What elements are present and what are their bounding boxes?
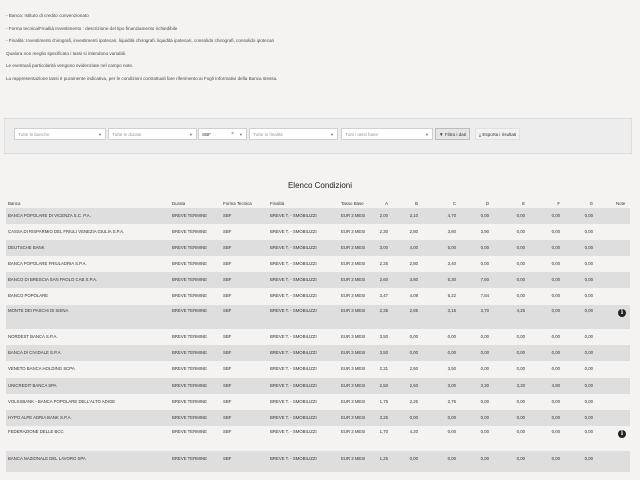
cell-d: 0,00 bbox=[480, 213, 489, 218]
cell-f: 0,00 bbox=[551, 366, 560, 372]
table-row bbox=[6, 410, 630, 426]
cell-f: 0,00 bbox=[551, 428, 560, 434]
cell-f: 0,00 bbox=[551, 350, 560, 356]
cell-d: 7,60 bbox=[480, 277, 489, 283]
cell-duration: BREVE TERMINE bbox=[172, 398, 208, 404]
technical-form-select[interactable] bbox=[198, 128, 247, 140]
cell-purpose: BREVE T. - SMOBILIZZI bbox=[270, 350, 317, 356]
table-row bbox=[6, 272, 630, 288]
technical-form-select-value: SBF bbox=[202, 132, 211, 137]
table-row bbox=[6, 208, 630, 224]
cell-bank: NORDEST BANCA S.P.A. bbox=[8, 334, 58, 340]
bank-select-value: Tutte le banche bbox=[18, 132, 50, 137]
chevron-down-icon: ▼ bbox=[330, 132, 334, 137]
cell-b: 2,80 bbox=[409, 261, 418, 267]
cell-b: 2,60 bbox=[409, 382, 418, 388]
note-line: La rappresentazione tassi è puramente indicativa, per le condizioni contrattuali fare riferimento ai Fogli Informativi della Banca stessa. bbox=[6, 75, 278, 81]
cell-technical-form: SBF bbox=[223, 213, 232, 218]
cell-purpose: BREVE T. - SMOBILIZZI bbox=[270, 334, 317, 340]
cell-a: 3,50 bbox=[379, 334, 388, 340]
cell-c: 5,30 bbox=[447, 277, 456, 283]
cell-base-rate: EUR 3 MESI bbox=[341, 293, 366, 299]
cell-a: 3,25 bbox=[379, 414, 388, 420]
duration-select[interactable] bbox=[108, 128, 197, 140]
table-row bbox=[6, 451, 630, 472]
duration-select-value: Tutte le durate bbox=[112, 132, 142, 137]
cell-g: 0,00 bbox=[584, 334, 593, 340]
cell-f: 0,00 bbox=[551, 307, 560, 313]
chevron-down-icon: ▼ bbox=[425, 132, 429, 137]
cell-a: 2,30 bbox=[379, 229, 388, 235]
info-icon[interactable]: i bbox=[618, 309, 626, 317]
cell-base-rate: EUR 3 MESI bbox=[341, 229, 366, 235]
cell-purpose: BREVE T. - SMOBILIZZI bbox=[270, 261, 317, 267]
cell-duration: BREVE TERMINE bbox=[172, 307, 208, 313]
cell-a: 2,25 bbox=[379, 261, 388, 267]
cell-duration: BREVE TERMINE bbox=[172, 366, 208, 372]
cell-duration: BREVE TERMINE bbox=[172, 382, 208, 388]
cell-a: 1,25 bbox=[379, 455, 388, 461]
cell-duration: BREVE TERMINE bbox=[172, 414, 208, 420]
table-header bbox=[6, 199, 630, 208]
cell-e: 3,30 bbox=[516, 382, 525, 388]
cell-duration: BREVE TERMINE bbox=[172, 229, 208, 235]
cell-f: 0,00 bbox=[551, 455, 560, 461]
cell-duration: BREVE TERMINE bbox=[172, 293, 208, 299]
cell-bank: FEDERAZIONE DELLE BCC bbox=[8, 428, 64, 434]
cell-bank: VENETO BANCA HOLDING SCPA bbox=[8, 366, 75, 372]
cell-c: 0,00 bbox=[447, 414, 456, 420]
header-duration[interactable]: Durata bbox=[172, 201, 186, 206]
cell-bank: HYPO ALPE ADRIA BANK S.P.A. bbox=[8, 414, 72, 420]
cell-base-rate: EUR 3 MESI bbox=[341, 245, 366, 251]
cell-c: 5,22 bbox=[447, 293, 456, 299]
cell-duration: BREVE TERMINE bbox=[172, 334, 208, 340]
cell-f: 0,00 bbox=[551, 414, 560, 420]
cell-bank: BANCA NAZIONALE DEL LAVORO SPA bbox=[8, 455, 86, 461]
info-icon[interactable]: i bbox=[618, 430, 626, 438]
export-button[interactable] bbox=[475, 128, 520, 140]
cell-a: 2,00 bbox=[379, 213, 388, 218]
header-e[interactable]: E bbox=[522, 201, 525, 206]
table-body bbox=[6, 208, 630, 472]
cell-f: 0,00 bbox=[551, 213, 560, 218]
header-bank[interactable]: Banca bbox=[8, 201, 21, 206]
cell-base-rate: EUR 3 MESI bbox=[341, 382, 366, 388]
cell-b: 2,80 bbox=[409, 229, 418, 235]
cell-d: 0,00 bbox=[480, 350, 489, 356]
cell-b: 2,50 bbox=[409, 366, 418, 372]
cell-a: 1,75 bbox=[379, 398, 388, 404]
cell-technical-form: SBF bbox=[223, 455, 232, 461]
header-base-rate[interactable]: Tasso Base bbox=[341, 201, 364, 206]
cell-base-rate: EUR 3 MESI bbox=[341, 428, 366, 434]
cell-technical-form: SBF bbox=[223, 334, 232, 340]
cell-b: 2,25 bbox=[409, 398, 418, 404]
cell-c: 3,80 bbox=[447, 229, 456, 235]
cell-duration: BREVE TERMINE bbox=[172, 428, 208, 434]
filter-button[interactable] bbox=[435, 128, 470, 140]
cell-b: 0,00 bbox=[409, 350, 418, 356]
cell-b: 2,85 bbox=[409, 307, 418, 313]
cell-a: 2,50 bbox=[379, 382, 388, 388]
cell-purpose: BREVE T. - SMOBILIZZI bbox=[270, 414, 317, 420]
cell-a: 2,60 bbox=[379, 277, 388, 283]
cell-e: 0,00 bbox=[516, 398, 525, 404]
cell-c: 0,00 bbox=[447, 428, 456, 434]
cell-f: 0,00 bbox=[551, 398, 560, 404]
cell-d: 7,84 bbox=[480, 293, 489, 299]
cell-e: 4,25 bbox=[516, 307, 525, 313]
cell-e: 0,00 bbox=[516, 277, 525, 283]
cell-g: 0,00 bbox=[584, 261, 593, 267]
cell-base-rate: EUR 3 MESI bbox=[341, 334, 366, 340]
cell-d: 0,00 bbox=[480, 455, 489, 461]
cell-purpose: BREVE T. - SMOBILIZZI bbox=[270, 293, 317, 299]
cell-duration: BREVE TERMINE bbox=[172, 261, 208, 267]
cell-f: 4,80 bbox=[551, 382, 560, 388]
cell-g: 0,00 bbox=[584, 455, 593, 461]
cell-g: 0,00 bbox=[584, 245, 593, 251]
cell-bank: UNICREDIT BANCA SPA bbox=[8, 382, 57, 388]
cell-d: 0,00 bbox=[480, 245, 489, 251]
cell-f: 0,00 bbox=[551, 334, 560, 340]
cell-e: 0,00 bbox=[516, 414, 525, 420]
cell-c: 4,70 bbox=[447, 213, 456, 218]
cell-c: 0,00 bbox=[447, 350, 456, 356]
cell-f: 0,00 bbox=[551, 261, 560, 267]
cell-base-rate: EUR 3 MESI bbox=[341, 277, 366, 283]
cell-bank: BANCO DI BRESCIA SAN PAOLO CAB S.P.A. bbox=[8, 277, 98, 283]
table-row bbox=[6, 426, 630, 451]
cell-g: 0,00 bbox=[584, 277, 593, 283]
cell-technical-form: SBF bbox=[223, 428, 232, 434]
chevron-down-icon: ▼ bbox=[239, 132, 243, 137]
cell-d: 0,00 bbox=[480, 261, 489, 267]
cell-purpose: BREVE T. - SMOBILIZZI bbox=[270, 382, 317, 388]
cell-duration: BREVE TERMINE bbox=[172, 277, 208, 283]
cell-e: 0,00 bbox=[516, 261, 525, 267]
clear-icon[interactable]: × bbox=[231, 131, 234, 137]
cell-purpose: BREVE T. - SMOBILIZZI bbox=[270, 307, 317, 313]
cell-technical-form: SBF bbox=[223, 350, 232, 356]
cell-e: 0,00 bbox=[516, 455, 525, 461]
cell-f: 0,00 bbox=[551, 229, 560, 235]
cell-b: 0,00 bbox=[409, 414, 418, 420]
cell-f: 0,00 bbox=[551, 277, 560, 283]
cell-e: 0,00 bbox=[516, 229, 525, 235]
table-row bbox=[6, 288, 630, 304]
cell-a: 1,70 bbox=[379, 428, 388, 434]
cell-d: 3,30 bbox=[480, 382, 489, 388]
cell-f: 0,00 bbox=[551, 245, 560, 251]
cell-technical-form: SBF bbox=[223, 293, 232, 299]
cell-e: 0,00 bbox=[516, 293, 525, 299]
cell-g: 0,00 bbox=[584, 398, 593, 404]
export-button-label: Esporta i risultati bbox=[482, 132, 517, 137]
cell-c: 5,00 bbox=[447, 245, 456, 251]
cell-e: 0,00 bbox=[516, 245, 525, 251]
header-f[interactable]: F bbox=[557, 201, 560, 206]
table-row bbox=[6, 394, 630, 410]
cell-d: 0,00 bbox=[480, 414, 489, 420]
purpose-select-value: Tutte le finalità bbox=[253, 132, 283, 137]
cell-base-rate: EUR 3 MESI bbox=[341, 350, 366, 356]
cell-base-rate: EUR 3 MESI bbox=[341, 398, 366, 404]
header-c[interactable]: C bbox=[452, 201, 456, 206]
cell-purpose: BREVE T. - SMOBILIZZI bbox=[270, 245, 317, 251]
cell-bank: BANCO POPOLARE bbox=[8, 293, 49, 299]
cell-purpose: BREVE T. - SMOBILIZZI bbox=[270, 398, 317, 404]
cell-g: 0,00 bbox=[584, 213, 593, 218]
filter-bar bbox=[4, 118, 632, 154]
cell-base-rate: EUR 3 MESI bbox=[341, 307, 366, 313]
header-purpose[interactable]: Finalità bbox=[270, 201, 285, 206]
header-b[interactable]: B bbox=[415, 201, 418, 206]
cell-bank: DEUTSCHE BANK bbox=[8, 245, 45, 251]
cell-base-rate: EUR 3 MESI bbox=[341, 213, 366, 218]
table-row bbox=[6, 345, 630, 361]
note-line: - Forma tecnica/Finalità Investimento : descrizione del tipo finanziamento richiedibile bbox=[6, 25, 178, 31]
header-a[interactable]: A bbox=[385, 201, 388, 206]
cell-b: 0,00 bbox=[409, 455, 418, 461]
cell-d: 0,00 bbox=[480, 366, 489, 372]
cell-c: 3,00 bbox=[447, 382, 456, 388]
header-note: Note bbox=[616, 201, 626, 206]
table-row bbox=[6, 224, 630, 240]
cell-c: 2,75 bbox=[447, 398, 456, 404]
table-row bbox=[6, 329, 630, 345]
cell-g: 0,00 bbox=[584, 366, 593, 372]
note-line: Qualora non meglio specificato i tassi si intendono variabili. bbox=[6, 50, 127, 56]
note-line: - Banca: Istituto di credito convenzionato bbox=[6, 13, 89, 18]
legend-notes bbox=[6, 6, 631, 85]
cell-e: 0,00 bbox=[516, 366, 525, 372]
cell-purpose: BREVE T. - SMOBILIZZI bbox=[270, 213, 317, 218]
cell-purpose: BREVE T. - SMOBILIZZI bbox=[270, 277, 317, 283]
cell-b: 3,10 bbox=[409, 213, 418, 218]
cell-a: 3,47 bbox=[379, 293, 388, 299]
base-rate-select-value: Tutti i tassi base bbox=[345, 132, 379, 137]
base-rate-select[interactable] bbox=[341, 128, 433, 140]
cell-bank: BANCA POPOLARE DI VICENZA S.C. P.A. bbox=[8, 213, 91, 218]
cell-d: 3,90 bbox=[480, 229, 489, 235]
header-technical-form[interactable]: Forma Tecnica bbox=[223, 201, 252, 206]
cell-e: 0,00 bbox=[516, 213, 525, 218]
cell-e: 0,00 bbox=[516, 334, 525, 340]
bank-select[interactable] bbox=[14, 128, 106, 140]
cell-d: 3,70 bbox=[480, 307, 489, 313]
header-d[interactable]: D bbox=[485, 201, 489, 206]
cell-d: 0,00 bbox=[480, 398, 489, 404]
cell-g: 0,00 bbox=[584, 350, 593, 356]
filter-button-label: Filtra i dati bbox=[444, 132, 467, 137]
cell-purpose: BREVE T. - SMOBILIZZI bbox=[270, 366, 317, 372]
note-line: Le eventuali particolarità vengono evidenziate nel campo note. bbox=[6, 63, 134, 68]
cell-g: 0,00 bbox=[584, 414, 593, 420]
cell-c: 3,15 bbox=[447, 307, 456, 313]
table-row bbox=[6, 378, 630, 394]
cell-technical-form: SBF bbox=[223, 398, 232, 404]
cell-purpose: BREVE T. - SMOBILIZZI bbox=[270, 455, 317, 461]
cell-b: 0,00 bbox=[409, 334, 418, 340]
table-row bbox=[6, 361, 630, 377]
table-row bbox=[6, 305, 630, 330]
cell-c: 0,00 bbox=[447, 455, 456, 461]
cell-technical-form: SBF bbox=[223, 307, 232, 313]
cell-technical-form: SBF bbox=[223, 229, 232, 235]
cell-a: 2,31 bbox=[379, 366, 388, 372]
cell-technical-form: SBF bbox=[223, 366, 232, 372]
cell-technical-form: SBF bbox=[223, 414, 232, 420]
cell-bank: CASSA DI RISPARMIO DEL FRIULI VENEZIA GIULIA S.P.A. bbox=[8, 229, 125, 235]
cell-base-rate: EUR 3 MESI bbox=[341, 261, 366, 267]
table-title: Elenco Condizioni bbox=[287, 181, 353, 190]
cell-duration: BREVE TERMINE bbox=[172, 455, 208, 461]
cell-bank: BANCA DI CIVIDALE S.P.A. bbox=[8, 350, 62, 356]
header-g[interactable]: G bbox=[589, 201, 593, 206]
chevron-down-icon: ▼ bbox=[98, 132, 102, 137]
cell-g: 0,00 bbox=[584, 293, 593, 299]
cell-c: 3,40 bbox=[447, 261, 456, 267]
cell-duration: BREVE TERMINE bbox=[172, 245, 208, 251]
note-line: - Finalità: Investimenti chirografi, investimenti ipotecari, liquidità chirografi, liquidità ipotecari, consolido chirografi, consolido ipotecari bbox=[6, 38, 275, 43]
cell-b: 4,20 bbox=[409, 428, 418, 434]
table-row bbox=[6, 256, 630, 272]
cell-duration: BREVE TERMINE bbox=[172, 350, 208, 356]
cell-b: 3,80 bbox=[409, 277, 418, 283]
cell-base-rate: EUR 3 MESI bbox=[341, 366, 366, 372]
cell-c: 0,00 bbox=[447, 334, 456, 340]
cell-d: 0,00 bbox=[480, 334, 489, 340]
table-row bbox=[6, 240, 630, 256]
cell-duration: BREVE TERMINE bbox=[172, 213, 208, 218]
cell-a: 3,50 bbox=[379, 350, 388, 356]
download-icon: ⤓ bbox=[479, 132, 482, 137]
cell-technical-form: SBF bbox=[223, 245, 232, 251]
cell-base-rate: EUR 3 MESI bbox=[341, 414, 366, 420]
cell-a: 3,00 bbox=[379, 245, 388, 251]
filter-icon: ▼ bbox=[439, 132, 444, 137]
cell-b: 4,09 bbox=[409, 293, 418, 299]
purpose-select[interactable] bbox=[249, 128, 338, 140]
cell-f: 0,00 bbox=[551, 293, 560, 299]
cell-purpose: BREVE T. - SMOBILIZZI bbox=[270, 428, 317, 434]
cell-base-rate: EUR 3 MESI bbox=[341, 455, 366, 461]
cell-e: 0,00 bbox=[516, 428, 525, 434]
cell-bank: BANCA POPOLARE FRIULADRIA S.P.A. bbox=[8, 261, 87, 267]
cell-c: 3,50 bbox=[447, 366, 456, 372]
cell-e: 0,00 bbox=[516, 350, 525, 356]
cell-b: 4,00 bbox=[409, 245, 418, 251]
cell-g: 0,00 bbox=[584, 307, 593, 313]
cell-technical-form: SBF bbox=[223, 382, 232, 388]
cell-a: 2,35 bbox=[379, 307, 388, 313]
chevron-down-icon: ▼ bbox=[189, 132, 193, 137]
cell-g: 0,00 bbox=[584, 382, 593, 388]
cell-g: 0,00 bbox=[584, 428, 593, 434]
cell-d: 0,00 bbox=[480, 428, 489, 434]
cell-technical-form: SBF bbox=[223, 277, 232, 283]
cell-purpose: BREVE T. - SMOBILIZZI bbox=[270, 229, 317, 235]
cell-bank: MONTE DEI PASCHI DI SIENA bbox=[8, 307, 69, 313]
cell-g: 0,00 bbox=[584, 229, 593, 235]
cell-technical-form: SBF bbox=[223, 261, 232, 267]
cell-bank: VOLKSBANK - BANCA POPOLARE DELL'ALTO ADIGE bbox=[8, 398, 116, 404]
